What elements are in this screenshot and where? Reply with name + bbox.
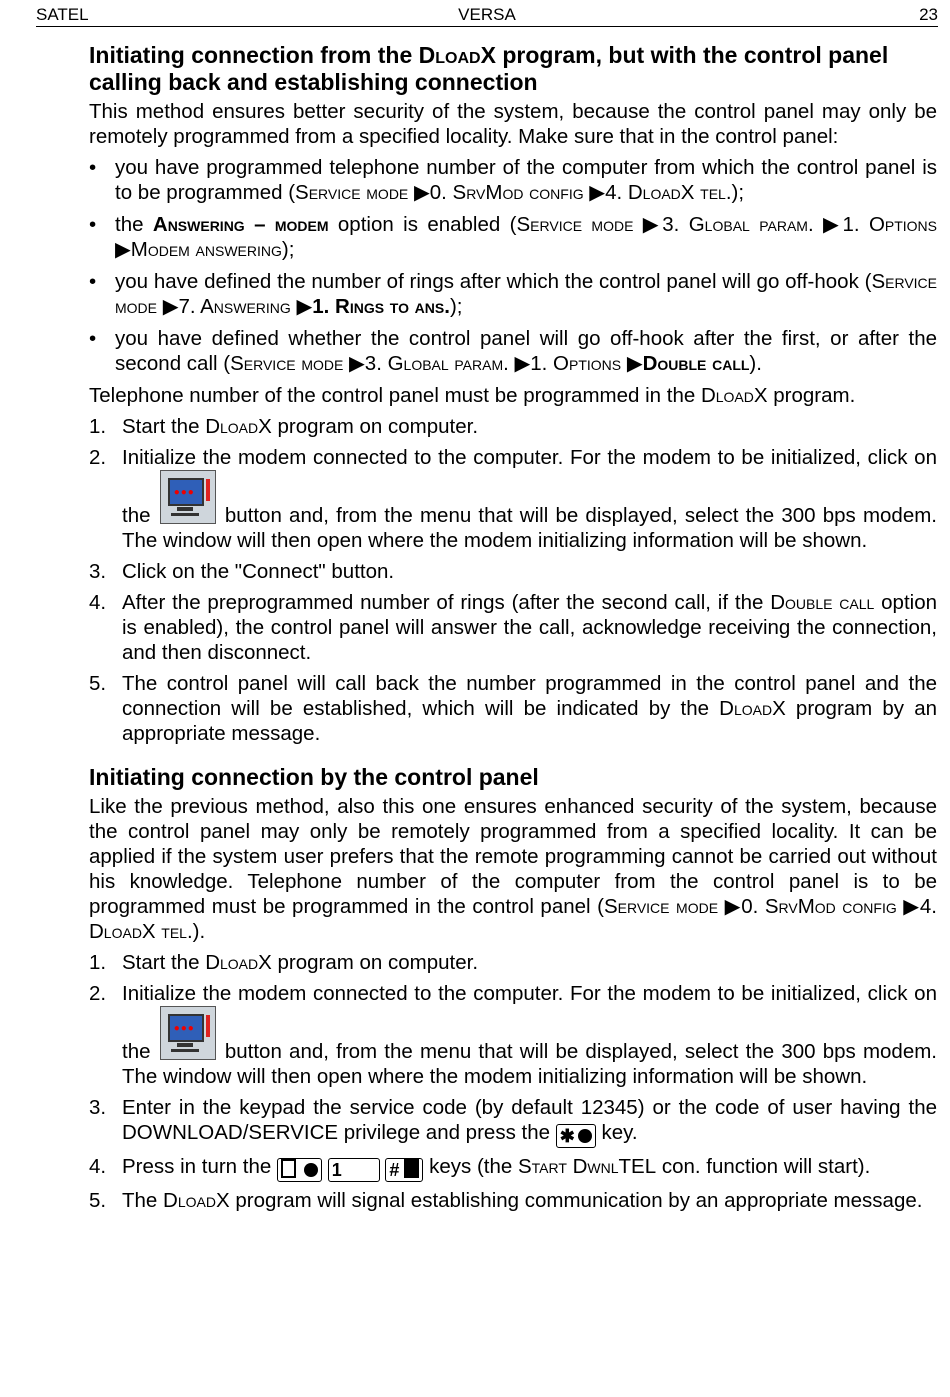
- page-number: 23: [919, 5, 938, 24]
- section1-intro: This method ensures better security of the system, because the control panel may only be remotely programmed from a specified locality. Make sure that in the control panel:: [89, 100, 937, 148]
- hash-key-icon: #: [385, 1158, 423, 1182]
- header-product: VERSA: [458, 5, 516, 24]
- list-item: 4. Press in turn the 1 # keys (the Start DwnlTEL con. function will start).: [89, 1155, 871, 1180]
- list-item: 1. Start the DloadX program on computer.: [89, 415, 479, 438]
- list-item: • the Answering – modem option is enabled (Service mode ▶3. Global param. ▶1. Options ▶Modem answering);: [89, 213, 938, 261]
- zero-key-icon: [277, 1158, 322, 1182]
- list-item: 2. Initialize the modem connected to the computer. For the modem to be initialized, click on the ●●● button and, from the menu that will be displayed, select the 300 bps modem. The window will then open where the modem initializing information will be shown.: [89, 446, 937, 552]
- section2-intro: Like the previous method, also this one ensures enhanced security of the system, because the control panel may only be remotely programmed from a specified locality. It can be applied if the system user prefers that the remote programming cannot be carried out without his knowledge. Telephone number of the computer from the control panel is to be programmed must be programmed in the control panel (Service mode ▶0. SrvMod config ▶4. DloadX tel.).: [89, 795, 937, 943]
- list-item: • you have defined the number of rings after which the control panel will go off-hook (Service mode ▶7. Answering ▶1. Rings to ans.);: [89, 270, 937, 318]
- section1-steps: [89, 414, 937, 746]
- page-content: [89, 42, 937, 1219]
- modem-init-icon: ●●●: [160, 470, 216, 524]
- list-item: 3. Enter in the keypad the service code (by default 12345) or the code of user having the DOWNLOAD/SERVICE privilege and press the ✱ key.: [89, 1096, 937, 1146]
- star-key-icon: ✱: [556, 1124, 596, 1148]
- page-header: [36, 4, 938, 27]
- section2-heading: Initiating connection by the control panel: [89, 764, 539, 790]
- list-item: 3. Click on the "Connect" button.: [89, 560, 395, 583]
- list-item: 5. The DloadX program will signal establishing communication by an appropriate message.: [89, 1189, 923, 1212]
- list-item: 1. Start the DloadX program on computer.: [89, 951, 479, 974]
- section1-phone-note: Telephone number of the control panel must be programmed in the DloadX program.: [89, 384, 856, 407]
- section1-heading: Initiating connection from the DloadX program, but with the control panel calling back and establishing connection: [89, 42, 889, 95]
- list-item: 4. After the preprogrammed number of rings (after the second call, if the Double call option is enabled), the control panel will answer the call, acknowledge receiving the connection, and then disconnect.: [89, 591, 938, 664]
- list-item: • you have defined whether the control panel will go off-hook after the first, or after the second call (Service mode ▶3. Global param. ▶1. Options ▶Double call).: [89, 327, 937, 375]
- header-brand: SATEL: [36, 5, 89, 24]
- list-item: • you have programmed telephone number of the computer from which the control panel is to be programmed (Service mode ▶0. SrvMod config ▶4. DloadX tel.);: [89, 156, 937, 204]
- section2-steps: [89, 950, 937, 1213]
- modem-init-icon: ●●●: [160, 1006, 216, 1060]
- one-key-icon: 1: [328, 1158, 380, 1182]
- section1-bullet-list: [89, 155, 937, 376]
- list-item: 2. Initialize the modem connected to the computer. For the modem to be initialized, click on the ●●● button and, from the menu that will be displayed, select the 300 bps modem. The window will then open where the modem initializing information will be shown.: [89, 982, 937, 1088]
- list-item: 5. The control panel will call back the number programmed in the control panel and the connection will be established, which will be indicated by the DloadX program by an appropriate message.: [89, 672, 938, 745]
